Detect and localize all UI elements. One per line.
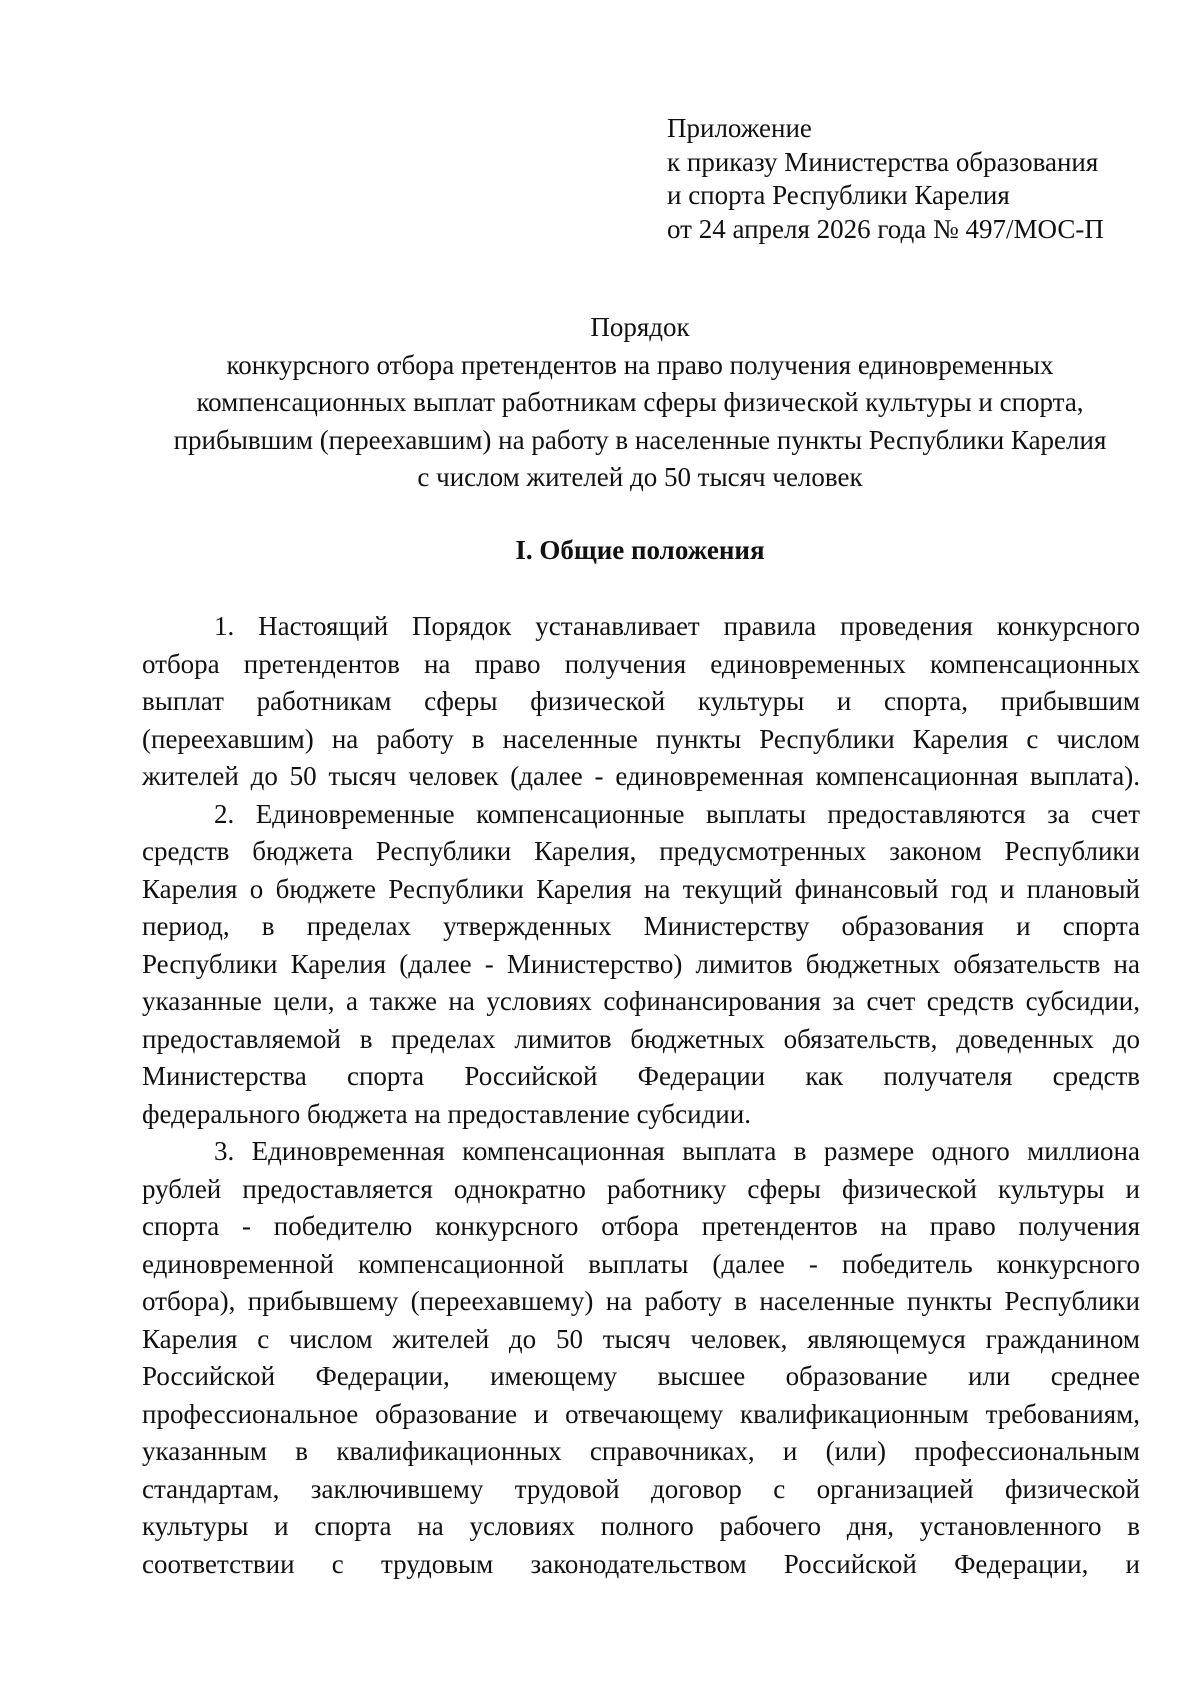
paragraph-line: 3. Единовременная компенсационная выплата в размере одного миллиона	[214, 1136, 1140, 1166]
paragraph-line: единовременной компенсационной выплаты (далее - победитель конкурсного	[142, 1248, 1140, 1279]
body-text	[142, 608, 1140, 1583]
paragraph-line: указанным в квалификационных справочниках, и (или) профессиональным	[142, 1436, 1140, 1466]
paragraph-2	[142, 796, 1140, 1134]
appendix-line: от 24 апреля 2026 года № 497/МОС-П	[667, 213, 1104, 244]
paragraph-line: указанные цели, а также на условиях софинансирования за счет средств субсидии,	[142, 986, 1140, 1016]
paragraph-line: Карелия с числом жителей до 50 тысяч человек, являющемуся гражданином	[142, 1323, 1140, 1354]
title-line: Порядок	[590, 312, 690, 342]
paragraph-line: Российской Федерации, имеющему высшее образование или среднее	[142, 1361, 1140, 1391]
paragraph-line: предоставляемой в пределах лимитов бюджетных обязательств, доведенных до	[142, 1023, 1140, 1054]
title-line: конкурсного отбора претендентов на право получения единовременных	[226, 349, 1054, 380]
appendix-line: к приказу Министерства образования	[667, 146, 1099, 177]
paragraph-line: спорта - победителю конкурсного отбора претендентов на право получения	[142, 1211, 1140, 1241]
paragraph-line: выплат работникам сферы физической культуры и спорта, прибывшим	[142, 686, 1140, 716]
paragraph-line: Министерства спорта Российской Федерации как получателя средств	[142, 1061, 1140, 1091]
paragraph-3	[142, 1133, 1140, 1583]
section-heading: I. Общие положения	[515, 535, 765, 565]
paragraph-line: 2. Единовременные компенсационные выплаты предоставляются за счет	[214, 798, 1140, 829]
title-line: компенсационных выплат работникам сферы физической культуры и спорта,	[196, 387, 1084, 417]
paragraph-line: 1. Настоящий Порядок устанавливает правила проведения конкурсного	[214, 611, 1140, 641]
paragraph-line: отбора), прибывшему (переехавшему) на работу в населенные пункты Республики	[142, 1286, 1140, 1316]
appendix-line: и спорта Республики Карелия	[667, 180, 1010, 210]
paragraph-line: культуры и спорта на условиях полного рабочего дня, установленного в	[142, 1511, 1140, 1541]
paragraph-1	[142, 608, 1140, 796]
paragraph-line: рублей предоставляется однократно работнику сферы физической культуры и	[142, 1173, 1140, 1204]
paragraph-line: отбора претендентов на право получения единовременных компенсационных	[142, 648, 1140, 679]
appendix-line: Приложение	[667, 113, 812, 143]
paragraph-line: профессиональное образование и отвечающему квалификационным требованиям,	[142, 1398, 1140, 1429]
paragraph-line: стандартам, заключившему трудовой договор с организацией физической	[142, 1473, 1140, 1504]
paragraph-line: жителей до 50 тысяч человек (далее - единовременная компенсационная выплата).	[142, 761, 1140, 791]
paragraph-line: Карелия о бюджете Республики Карелия на текущий финансовый год и плановый	[142, 873, 1140, 904]
paragraph-line: федерального бюджета на предоставление субсидии.	[142, 1098, 751, 1129]
document-title	[140, 309, 1140, 497]
title-line: с числом жителей до 50 тысяч человек	[417, 462, 863, 492]
appendix-block	[667, 112, 1167, 246]
title-line: прибывшим (переехавшим) на работу в населенные пункты Республики Карелия	[173, 424, 1107, 455]
paragraph-line: период, в пределах утвержденных Министерству образования и спорта	[142, 911, 1140, 941]
paragraph-line: (переехавшим) на работу в населенные пункты Республики Карелия с числом	[142, 723, 1140, 754]
paragraph-line: средств бюджета Республики Карелия, предусмотренных законом Республики	[142, 836, 1140, 866]
paragraph-line: Республики Карелия (далее - Министерство) лимитов бюджетных обязательств на	[142, 948, 1140, 979]
paragraph-line: соответствии с трудовым законодательством Российской Федерации, и	[142, 1548, 1140, 1579]
